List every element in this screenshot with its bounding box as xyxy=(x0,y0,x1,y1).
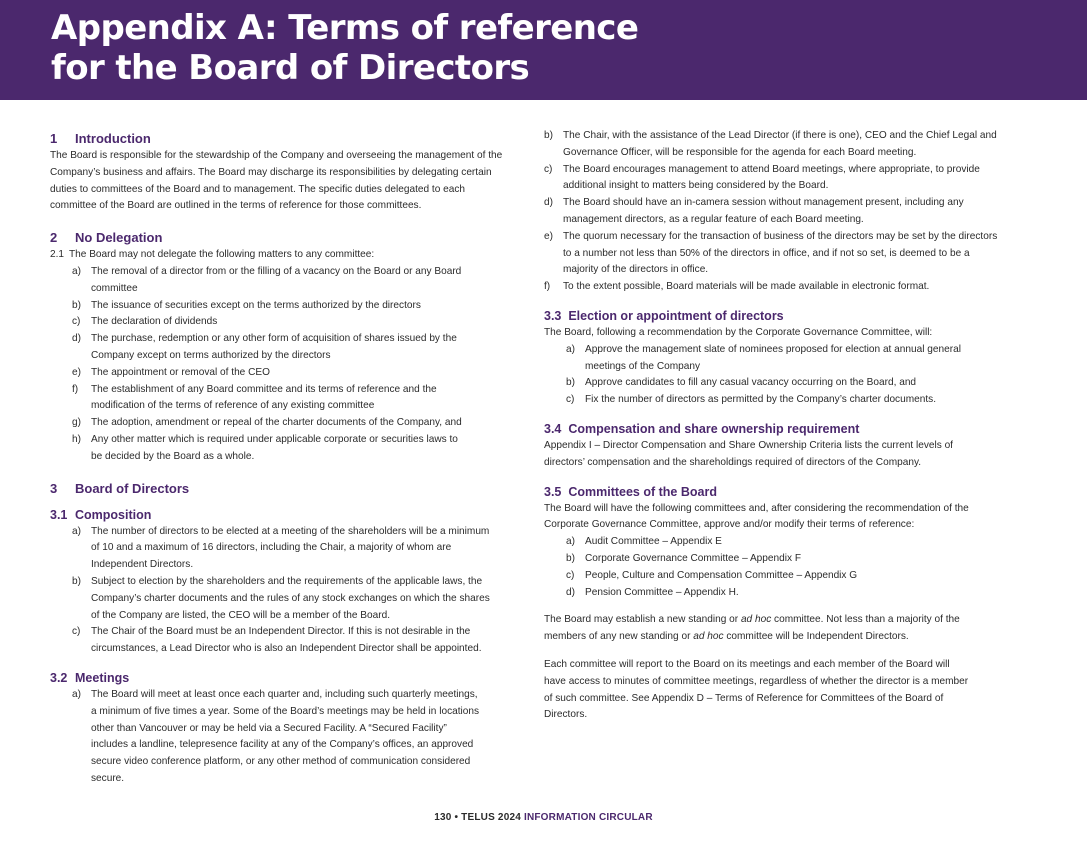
list-item xyxy=(544,568,1004,585)
list-item-label: a) xyxy=(72,525,81,537)
list-item-text: The issuance of securities except on the terms authorized by the directors xyxy=(91,299,421,311)
list-item-text: Fix the number of directors as permitted by the Company’s charter documents. xyxy=(585,394,937,406)
list-item-text: The purchase, redemption or any other form of acquisition of shares issued by the Company except on terms authorized by the directors xyxy=(91,333,457,361)
subsection-title: Election or appointment of directors xyxy=(568,308,784,323)
text-run: The Board may establish a new standing or xyxy=(544,614,741,626)
section-title: Board of Directors xyxy=(75,480,190,496)
footer-document-name: INFORMATION CIRCULAR xyxy=(523,812,653,823)
page-number: 130 xyxy=(434,812,452,823)
list-item-text: The establishment of any Board committee and its terms of reference and the modification of the terms of reference of any existing committee xyxy=(91,383,437,412)
subsection-title: Compensation and share ownership requirement xyxy=(568,421,860,436)
subsection-number: 3.4 xyxy=(544,421,562,436)
list-item-text: People, Culture and Compensation Committee – Appendix G xyxy=(585,569,858,581)
list-item-text: The Board will meet at least once each quarter and, including such quarterly meetings, a minimum of five times a year. Some of the Board’s meetings may be held in locations other than Vancouver or may be held via a Secured Facility. A “Secured Facility” includes a landline, telepresence facility at any of the Company’s offices, an approved secure video conference platform, or any other method of communication considered secure. xyxy=(91,688,480,784)
subsection-3-4-body: Appendix I – Director Compensation and Share Ownership Criteria lists the current levels of directors’ compensation and the shareholdings required of directors of the Company. xyxy=(544,439,953,468)
list-item-label: b) xyxy=(72,575,81,587)
section-number: 3 xyxy=(50,480,58,496)
list-item-text: Approve the management slate of nominees proposed for election at annual general meetings of the Company xyxy=(585,343,961,372)
clause-text: The Board may not delegate the following matters to any committee: xyxy=(69,249,375,261)
subsection-3-3-heading xyxy=(544,307,1004,325)
list-item-text: Pension Committee – Appendix H. xyxy=(585,586,739,598)
subsection-title: Composition xyxy=(75,507,152,522)
subsection-3-5-intro: The Board will have the following committees and, after considering the recommendation of the Corporate Governance Committee, approve and/or modify their terms of reference: xyxy=(544,502,969,531)
subsection-3-4-heading xyxy=(544,420,1004,438)
list-item xyxy=(50,382,470,416)
list-item xyxy=(522,279,1004,296)
page-title xyxy=(51,8,638,88)
subsection-number: 3.5 xyxy=(544,484,562,499)
clause-number: 2.1 xyxy=(50,249,65,261)
subsection-3-3-intro: The Board, following a recommendation by the Corporate Governance Committee, will: xyxy=(544,326,933,338)
subsection-title: Committees of the Board xyxy=(568,484,717,499)
list-item xyxy=(544,375,1004,392)
section-1-heading xyxy=(50,130,520,148)
list-item-text: Any other matter which is required under applicable corporate or securities laws to be decided by the Board as a whole. xyxy=(91,433,458,462)
clause-2-1 xyxy=(50,247,520,264)
list-item-text: Approve candidates to fill any casual vacancy occurring on the Board, and xyxy=(585,377,917,389)
list-item xyxy=(544,585,1004,602)
right-column xyxy=(544,128,1004,724)
footer-brand: TELUS 2024 xyxy=(461,812,521,823)
page-footer xyxy=(0,812,1087,823)
section-title: No Delegation xyxy=(75,230,163,246)
list-item xyxy=(50,314,470,331)
list-item-label: h) xyxy=(72,433,81,445)
section-number: 2 xyxy=(50,230,58,246)
page-title-line-1: Appendix A: Terms of reference xyxy=(51,8,639,48)
list-item xyxy=(50,624,490,658)
list-item xyxy=(522,128,1004,162)
list-item-text: The Board should have an in-camera session without management present, including any management directors, as a regular feature of each Board meeting. xyxy=(563,197,964,225)
subsection-3-1-heading xyxy=(50,506,520,524)
header-banner xyxy=(0,0,1087,100)
section-number: 1 xyxy=(50,131,58,146)
list-item xyxy=(50,415,470,432)
section-2-heading xyxy=(50,229,520,247)
italic-text-run: ad hoc xyxy=(740,614,772,626)
left-column xyxy=(50,130,520,788)
page-title-line-2: for the Board of Directors xyxy=(51,48,530,88)
list-item xyxy=(50,432,470,466)
list-item-label: b) xyxy=(566,552,575,564)
list-item-label: a) xyxy=(566,536,575,548)
section-3-heading xyxy=(50,480,520,498)
list-item xyxy=(522,195,1004,229)
list-item-label: f) xyxy=(72,383,79,395)
list-item-text: The Board encourages management to attend Board meetings, where appropriate, to provide additional insight to matters being considered by the Board. xyxy=(563,163,980,192)
list-item xyxy=(522,229,1004,279)
subsection-number: 3.2 xyxy=(50,670,68,685)
list-item-label: e) xyxy=(72,366,81,378)
list-item-label: b) xyxy=(72,299,81,311)
subsection-3-5-para-3: Each committee will report to the Board on its meetings and each member of the Board will have access to minutes of committee meetings, regardless of whether the director is a member of such committee. See Appendix D – Terms of Reference for Committees of the Board of Directors. xyxy=(544,658,969,721)
list-item xyxy=(50,331,470,365)
list-item-label: a) xyxy=(72,265,81,277)
list-item-text: The number of directors to be elected at a meeting of the shareholders will be a minimum of 10 and a maximum of 16 directors, including the Chair, a majority of whom are Independent Directors. xyxy=(91,525,490,571)
committees-list xyxy=(544,534,1004,601)
election-list xyxy=(544,342,1004,409)
composition-list xyxy=(50,524,490,658)
list-item-label: e) xyxy=(544,230,553,242)
text-run: committee. Not less than a majority of the members of any new standing or xyxy=(544,614,960,643)
list-item-label: c) xyxy=(566,569,575,581)
subsection-title: Meetings xyxy=(75,670,130,685)
list-item xyxy=(522,162,1004,196)
list-item-label: d) xyxy=(72,333,81,345)
list-item xyxy=(50,264,470,298)
list-item-label: c) xyxy=(72,626,81,638)
list-item xyxy=(50,687,480,788)
list-item-label: b) xyxy=(566,377,575,389)
no-delegation-list xyxy=(50,264,470,466)
list-item-label: c) xyxy=(72,316,81,328)
italic-text-run: ad hoc xyxy=(693,631,724,643)
list-item-label: d) xyxy=(566,586,575,598)
list-item-text: Audit Committee – Appendix E xyxy=(585,536,722,548)
list-item xyxy=(50,524,490,574)
list-item-text: Corporate Governance Committee – Appendix F xyxy=(585,552,802,564)
list-item xyxy=(50,365,470,382)
list-item-label: g) xyxy=(72,417,81,429)
list-item xyxy=(544,392,1004,409)
list-item xyxy=(50,574,490,624)
subsection-3-5-heading xyxy=(544,483,1004,501)
list-item-text: Subject to election by the shareholders and the requirements of the applicable laws, the Company’s charter documents and the rules of any stock exchanges on which the shares of the Company are listed, the CEO will be a member of the Board. xyxy=(91,575,490,621)
section-1-body: The Board is responsible for the stewardship of the Company and overseeing the management of the Company’s business and affairs. The Board may discharge its responsibilities by delegating certain duties to committees of the Board and to management. The specific duties delegated to each committee of the Board are outlined in the terms of reference for those committees. xyxy=(50,150,503,212)
list-item-text: The removal of a director from or the filling of a vacancy on the Board or any Board committee xyxy=(91,265,462,294)
list-item-label: c) xyxy=(544,163,553,175)
list-item xyxy=(544,342,1004,376)
meetings-list-part-2 xyxy=(522,128,1004,296)
list-item xyxy=(544,551,1004,568)
subsection-3-2-heading xyxy=(50,669,520,687)
list-item-label: c) xyxy=(566,394,575,406)
list-item-label: d) xyxy=(544,197,553,209)
subsection-3-5-para-2 xyxy=(544,612,969,646)
list-item xyxy=(544,534,1004,551)
footer-separator: • xyxy=(454,812,459,823)
subsection-number: 3.3 xyxy=(544,308,562,323)
list-item-label: b) xyxy=(544,130,553,141)
list-item-text: The appointment or removal of the CEO xyxy=(91,366,270,378)
text-run: committee will be Independent Directors. xyxy=(723,631,909,643)
list-item-label: a) xyxy=(72,688,81,700)
list-item-text: To the extent possible, Board materials will be made available in electronic format. xyxy=(563,281,930,293)
list-item xyxy=(50,298,470,315)
list-item-text: The declaration of dividends xyxy=(91,316,218,328)
list-item-text: The adoption, amendment or repeal of the charter documents of the Company, and xyxy=(91,417,462,429)
list-item-label: f) xyxy=(544,281,551,293)
list-item-text: The Chair, with the assistance of the Lead Director (if there is one), CEO and the Chief Legal and Governance Officer, will be responsible for the agenda for each Board meeting. xyxy=(563,130,997,158)
list-item-label: a) xyxy=(566,343,575,355)
section-title: Introduction xyxy=(75,131,151,146)
meetings-list-part-1 xyxy=(50,687,480,788)
list-item-text: The quorum necessary for the transaction of business of the directors may be set by the directors to a number not less than 50% of the directors in office, and if not so set, is deemed to be a majority of the directors in office. xyxy=(563,230,998,276)
list-item-text: The Chair of the Board must be an Independent Director. If this is not desirable in the circumstances, a Lead Director who is also an Independent Director shall be appointed. xyxy=(91,626,482,655)
subsection-number: 3.1 xyxy=(50,507,68,522)
